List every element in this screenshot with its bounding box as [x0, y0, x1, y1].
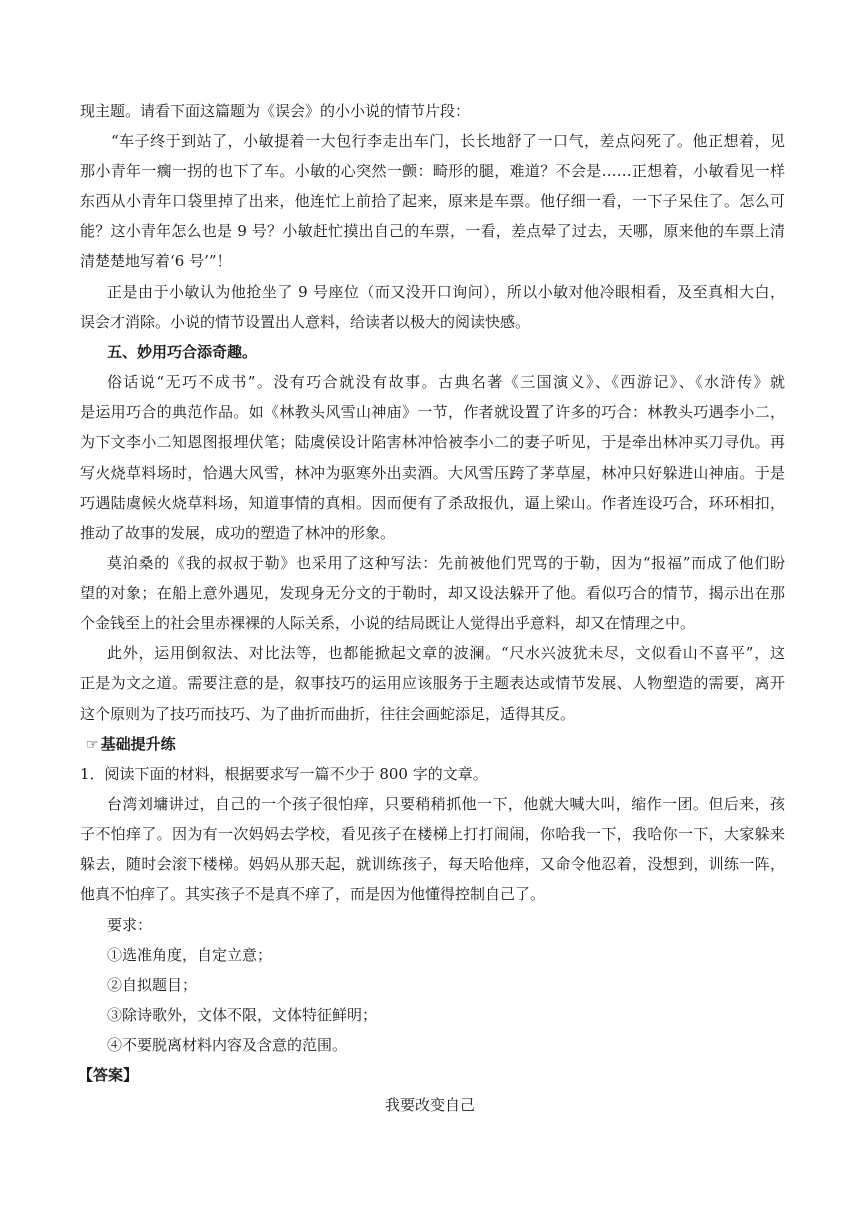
- requirement-item: ②自拟题目；: [107, 976, 198, 994]
- requirements-label: 要求：: [107, 916, 153, 934]
- paragraph-line: 写火烧草料场时，恰遇大风雪，林冲为驱寒外出卖酒。大风雪压跨了茅草屋，林冲只好躲进山神庙。于是: [80, 464, 785, 482]
- requirement-item: ③除诗歌外，文体不限，文体特征鲜明；: [107, 1006, 378, 1024]
- question-line: 1．阅读下面的材料，根据要求写一篇不少于 800 字的文章。: [80, 765, 488, 783]
- requirement-item: ①选准角度，自定立意；: [107, 946, 273, 964]
- paragraph-line: 现主题。请看下面这篇题为《误会》的小小说的情节片段：: [80, 102, 471, 120]
- paragraph-line: 能？这小青年怎么也是 9 号？小敏赶忙摸出自己的车票，一看，差点晕了过去，天哪，原来他的车票上清: [80, 222, 785, 240]
- paragraph-line: 巧遇陆虞候火烧草料场，知道事情的真相。因而便有了杀敌报仇，逼上梁山。作者连设巧合，环环相扣，: [80, 494, 785, 512]
- paragraph-line: 望的对象；在船上意外遇见，发现身无分文的于勒时，却又设法躲开了他。看似巧合的情节，揭示出在那: [80, 584, 785, 602]
- section-heading: 五、妙用巧合添奇趣。: [107, 343, 258, 361]
- answer-label: 【答案】: [78, 1066, 139, 1084]
- paragraph-line: “车子终于到站了，小敏提着一大包行李走出车门，长长地舒了一口气，差点闷死了。他正想着，见: [111, 132, 785, 150]
- paragraph-line: 东西从小青年口袋里掉了出来，他连忙上前拾了起来，原来是车票。他仔细一看，一下子呆住了。怎么可: [80, 192, 785, 210]
- paragraph-line: 清楚楚地写着‘6 号’”！: [80, 252, 232, 270]
- paragraph-line: 推动了故事的发展，成功的塑造了林冲的形象。: [80, 524, 396, 542]
- paragraph-line: 为下文李小二知恩图报埋伏笔；陆虞侯设计陷害林冲恰被李小二的妻子听见，于是牵出林冲买刀寻仇。再: [80, 433, 785, 451]
- paragraph-line: 俗话说“无巧不成书”。没有巧合就没有故事。古典名著《三国演义》、《西游记》、《水浒传》就: [107, 373, 785, 391]
- paragraph-line: 个金钱至上的社会里赤裸裸的人际关系，小说的结局既让人觉得出乎意料，却又在情理之中。: [80, 614, 696, 632]
- paragraph-line: 是运用巧合的典范作品。如《林教头风雪山神庙》一节，作者就设置了许多的巧合：林教头巧遇李小二，: [80, 403, 785, 421]
- paragraph-line: 正是为文之道。需要注意的是，叙事技巧的运用应该服务于主题表达或情节发展、人物塑造的需要，离开: [80, 674, 785, 692]
- essay-title: 我要改变自己: [384, 1096, 475, 1114]
- requirement-item: ④不要脱离材料内容及含意的范围。: [107, 1036, 348, 1054]
- paragraph-line: 躲去，随时会滚下楼梯。妈妈从那天起，就训练孩子，每天哈他痒，又命令他忍着，没想到，训练一阵，: [80, 855, 785, 873]
- paragraph-line: 莫泊桑的《我的叔叔于勒》也采用了这种写法：先前被他们咒骂的于勒，因为“报福”而成了他们盼: [107, 554, 785, 572]
- paragraph-line: 子不怕痒了。因为有一次妈妈去学校，看见孩子在楼梯上打打闹闹，你哈我一下，我哈你一下，大家躲来: [80, 825, 785, 843]
- paragraph-line: 这个原则为了技巧而技巧、为了曲折而曲折，往往会画蛇添足，适得其反。: [80, 705, 576, 723]
- paragraph-line: 正是由于小敏认为他抢坐了 9 号座位（而又没开口询问），所以小敏对他冷眼相看，及至真相大白，: [107, 283, 785, 301]
- paragraph-line: 他真不怕痒了。其实孩子不是真不痒了，而是因为他懂得控制自己了。: [80, 885, 546, 903]
- paragraph-line: 那小青年一瘸一拐的也下了车。小敏的心突然一颤：畸形的腿，难道？不会是……正想着，小敏看见一样: [80, 162, 785, 180]
- pointing-hand-icon: ☞: [86, 737, 99, 753]
- paragraph-line: 误会才消除。小说的情节设置出人意料，给读者以极大的阅读快感。: [80, 313, 531, 331]
- paragraph-line: 此外，运用倒叙法、对比法等，也都能掀起文章的波澜。“尺水兴波犹未尽，文似看山不喜平”，这: [107, 644, 785, 662]
- exercise-heading-label: 基础提升练: [100, 735, 176, 753]
- exercise-heading: [86, 733, 791, 755]
- paragraph-line: 台湾刘墉讲过，自己的一个孩子很怕痒，只要稍稍抓他一下，他就大喊大叫，缩作一团。但后来，孩: [107, 795, 785, 813]
